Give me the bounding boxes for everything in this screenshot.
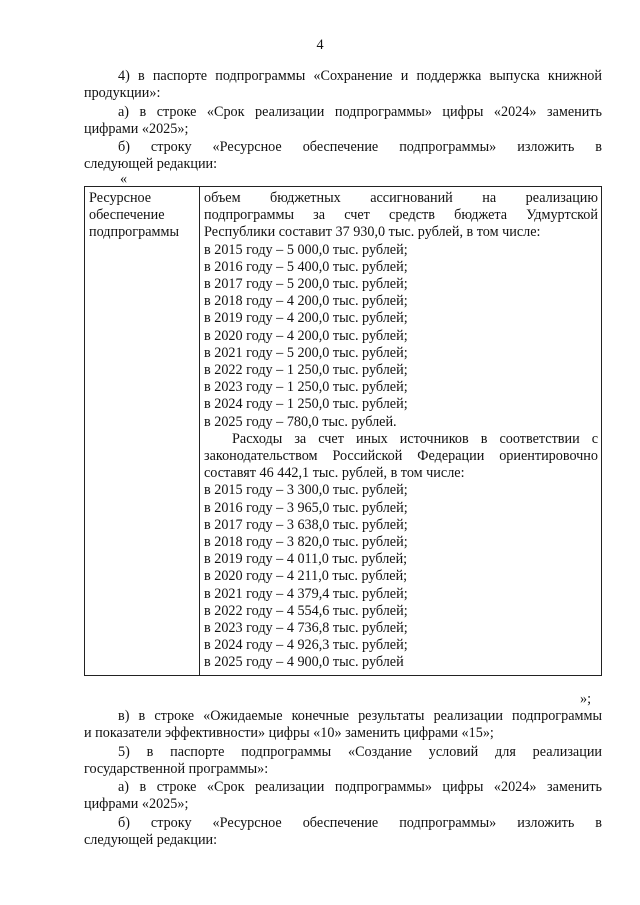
item-4v-line-2: и показатели эффективности» цифры «10» заменить цифрами «15»; bbox=[84, 725, 494, 742]
budget-year-line: в 2021 году – 5 200,0 тыс. рублей; bbox=[204, 344, 408, 361]
budget-year-line: в 2024 году – 1 250,0 тыс. рублей; bbox=[204, 396, 408, 413]
budget-year-line: в 2017 году – 5 200,0 тыс. рублей; bbox=[204, 276, 408, 293]
other-sources-intro-line: составят 46 442,1 тыс. рублей, в том числе: bbox=[204, 465, 465, 482]
budget-intro-line: подпрограммы за счет средств бюджета Удмуртской bbox=[204, 207, 598, 224]
budget-year-line: в 2018 году – 4 200,0 тыс. рублей; bbox=[204, 293, 408, 310]
resource-provision-table bbox=[84, 186, 602, 676]
item-5b-line-2: следующей редакции: bbox=[84, 832, 218, 849]
other-sources-years-list bbox=[204, 482, 598, 671]
table-label-line: Ресурсное bbox=[89, 190, 152, 206]
budget-intro-text bbox=[204, 190, 598, 242]
budget-year-line: в 2022 году – 1 250,0 тыс. рублей; bbox=[204, 362, 408, 379]
other-sources-year-line: в 2017 году – 3 638,0 тыс. рублей; bbox=[204, 516, 408, 533]
item-5b-paragraph bbox=[84, 815, 602, 849]
budget-intro-line: объем бюджетных ассигнований на реализацию bbox=[204, 190, 598, 206]
table-label-line: подпрограммы bbox=[89, 224, 179, 241]
item-5-paragraph bbox=[84, 744, 602, 778]
item-4-paragraph bbox=[84, 68, 602, 102]
item-5a-line-2: цифрами «2025»; bbox=[84, 796, 189, 813]
budget-year-line: в 2025 году – 780,0 тыс. рублей. bbox=[204, 413, 397, 430]
item-4-line-2: продукции»: bbox=[84, 85, 161, 102]
item-5-line-2: государственной программы»: bbox=[84, 761, 269, 778]
item-4v-paragraph bbox=[84, 708, 602, 742]
other-sources-year-line: в 2023 году – 4 736,8 тыс. рублей; bbox=[204, 620, 408, 637]
budget-year-line: в 2015 году – 5 000,0 тыс. рублей; bbox=[204, 241, 408, 258]
item-4a-paragraph bbox=[84, 104, 602, 138]
other-sources-year-line: в 2016 году – 3 965,0 тыс. рублей; bbox=[204, 499, 408, 516]
other-sources-year-line: в 2015 году – 3 300,0 тыс. рублей; bbox=[204, 482, 408, 499]
other-sources-year-line: в 2025 году – 4 900,0 тыс. рублей bbox=[204, 654, 404, 671]
table-label-cell bbox=[85, 187, 200, 676]
item-5a-line-1: а) в строке «Срок реализации подпрограммы» цифры «2024» заменить bbox=[118, 779, 602, 795]
budget-year-line: в 2020 году – 4 200,0 тыс. рублей; bbox=[204, 327, 408, 344]
other-sources-intro-line: законодательством Российской Федерации ориентировочно bbox=[204, 448, 598, 465]
other-sources-year-line: в 2022 году – 4 554,6 тыс. рублей; bbox=[204, 602, 408, 619]
item-4a-line-2: цифрами «2025»; bbox=[84, 121, 189, 138]
other-sources-year-line: в 2019 году – 4 011,0 тыс. рублей; bbox=[204, 551, 408, 568]
item-5-line-1: 5) в паспорте подпрограммы «Создание условий для реализации bbox=[118, 744, 602, 760]
other-sources-year-line: в 2024 году – 4 926,3 тыс. рублей; bbox=[204, 637, 408, 654]
item-4b-paragraph bbox=[84, 139, 602, 173]
opening-quote-mark: « bbox=[120, 171, 128, 187]
budget-year-line: в 2016 году – 5 400,0 тыс. рублей; bbox=[204, 258, 408, 275]
table-row bbox=[85, 187, 602, 676]
budget-year-line: в 2019 году – 4 200,0 тыс. рублей; bbox=[204, 310, 408, 327]
budget-years-list bbox=[204, 242, 598, 431]
budget-year-line: в 2023 году – 1 250,0 тыс. рублей; bbox=[204, 379, 408, 396]
other-sources-year-line: в 2021 году – 4 379,4 тыс. рублей; bbox=[204, 585, 408, 602]
other-sources-intro-text bbox=[204, 431, 598, 483]
table-content-cell bbox=[200, 187, 602, 676]
table-label-line: обеспечение bbox=[89, 207, 165, 224]
item-4v-line-1: в) в строке «Ожидаемые конечные результаты реализации подпрограммы bbox=[118, 708, 602, 724]
table-label bbox=[89, 190, 196, 242]
item-5b-line-1: б) строку «Ресурсное обеспечение подпрограммы» изложить в bbox=[118, 815, 602, 831]
item-4-line-1: 4) в паспорте подпрограммы «Сохранение и поддержка выпуска книжной bbox=[118, 68, 602, 84]
other-sources-year-line: в 2018 году – 3 820,0 тыс. рублей; bbox=[204, 534, 408, 551]
item-4b-line-1: б) строку «Ресурсное обеспечение подпрограммы» изложить в bbox=[118, 139, 602, 155]
item-4b-line-2: следующей редакции: bbox=[84, 156, 218, 173]
budget-intro-line: Республики составит 37 930,0 тыс. рублей, в том числе: bbox=[204, 224, 541, 241]
page-number: 4 bbox=[316, 37, 324, 53]
other-sources-intro-line: Расходы за счет иных источников в соответствии с bbox=[232, 430, 598, 447]
item-4a-line-1: а) в строке «Срок реализации подпрограммы» цифры «2024» заменить bbox=[118, 104, 602, 120]
other-sources-year-line: в 2020 году – 4 211,0 тыс. рублей; bbox=[204, 568, 408, 585]
closing-quote-mark: »; bbox=[580, 691, 592, 707]
item-5a-paragraph bbox=[84, 779, 602, 813]
